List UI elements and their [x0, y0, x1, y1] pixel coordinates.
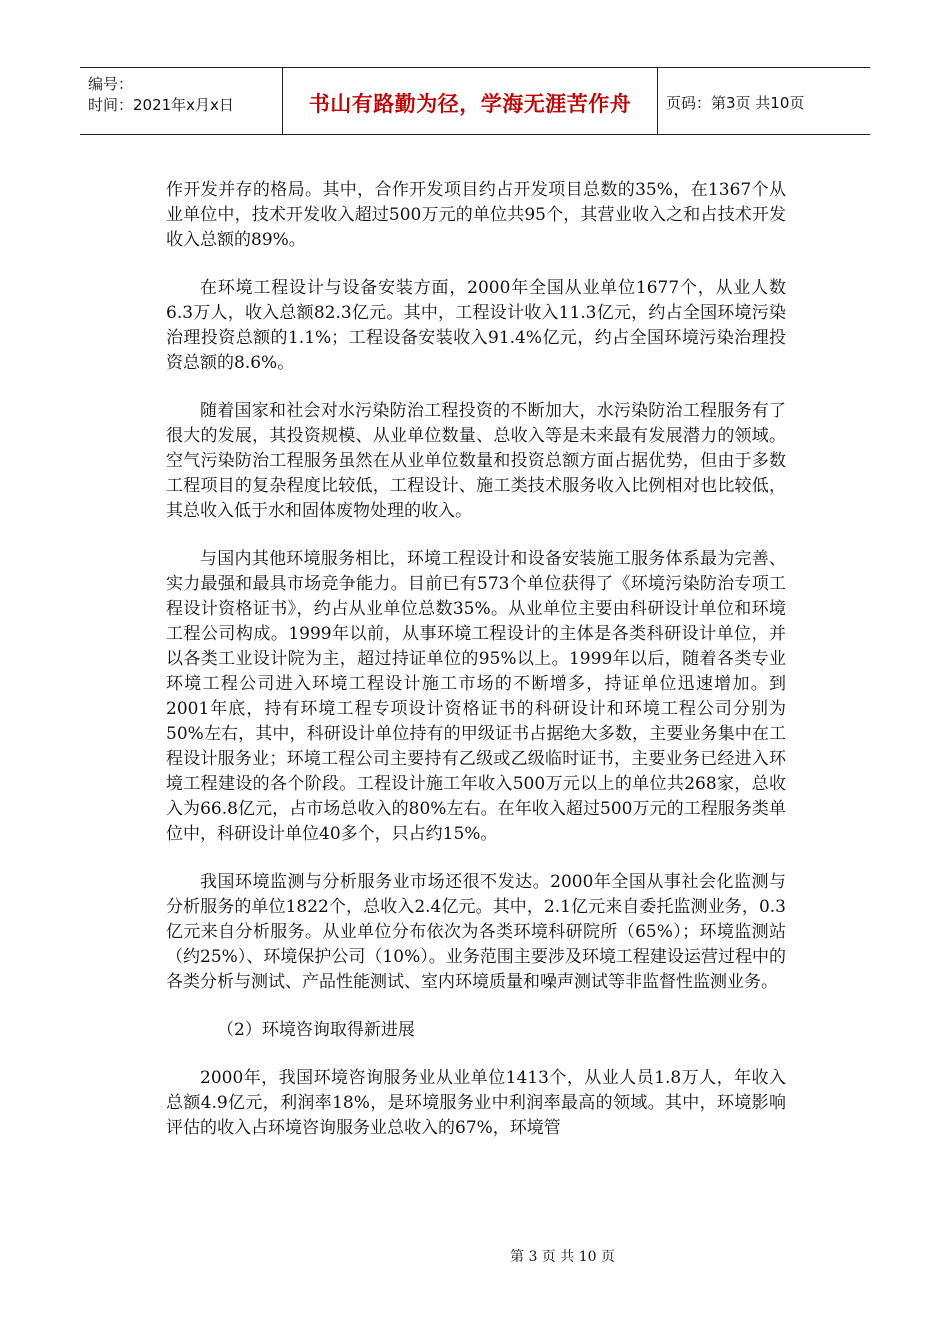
header-table [80, 67, 870, 135]
paragraph: 与国内其他环境服务相比，环境工程设计和设备安装施工服务体系最为完善、实力最强和最具市场竞争能力。目前已有573个单位获得了《环境污染防治专项工程设计资格证书》，约占从业单位总数35%。从业单位主要由科研设计单位和环境工程公司构成。1999年以前，从事环境工程设计的主体是各类科研设计单位，并以各类工业设计院为主，超过持证单位的95%以上。1999年以后，随着各类专业环境工程公司进入环境工程设计施工市场的不断增多，持证单位迅速增加。到2001年底，持有环境工程专项设计资格证书的科研设计和环境工程公司分别为50%左右，其中，科研设计单位持有的甲级证书占据绝大多数，主要业务集中在工程设计服务业；环境工程公司主要持有乙级或乙级临时证书，主要业务已经进入环境工程建设的各个阶段。工程设计施工年收入500万元以上的单位共268家，总收入为66.8亿元，占市场总收入的80%左右。在年收入超过500万元的工程服务类单位中，科研设计单位40多个，只占约15%。 [166, 549, 786, 844]
document-body [166, 178, 786, 1164]
header-meta-cell [80, 68, 283, 134]
paragraph: 我国环境监测与分析服务业市场还很不发达。2000年全国从事社会化监测与分析服务的单位1822个，总收入2.4亿元。其中，2.1亿元来自委托监测业务，0.3亿元来自分析服务。从业单位分布依次为各类环境科研院所（65%）；环境监测站（约25%）、环境保护公司（10%）。业务范围主要涉及环境工程建设运营过程中的各类分析与测试、产品性能测试、室内环境质量和噪声测试等非监督性监测业务。 [166, 872, 786, 992]
paragraph: 随着国家和社会对水污染防治工程投资的不断加大，水污染防治工程服务有了很大的发展，其投资规模、从业单位数量、总收入等是未来最有发展潜力的领域。空气污染防治工程服务虽然在从业单位数量和投资总额方面占据优势，但由于多数工程项目的复杂程度比较低，工程设计、施工类技术服务收入比例相对也比较低，其总收入低于水和固体废物处理的收入。 [166, 401, 786, 521]
section-heading: （2）环境咨询取得新进展 [217, 1020, 415, 1040]
motto: 书山有路勤为径，学海无涯苦作舟 [283, 68, 658, 134]
page-label: 页码：第3页 共10页 [666, 93, 805, 112]
paragraph-continued: 作开发并存的格局。其中，合作开发项目约占开发项目总数的35%，在1367个从业单位中，技术开发收入超过500万元的单位共95个，其营业收入之和占技术开发收入总额的89%。 [166, 180, 786, 250]
paragraph: 在环境工程设计与设备安装方面，2000年全国从业单位1677个，从业人数6.3万人，收入总额82.3亿元。其中，工程设计收入11.3亿元，约占全国环境污染治理投资总额的1.1%；工程设备安装收入91.4%亿元，约占全国环境污染治理投资总额的8.6%。 [166, 278, 786, 373]
paragraph: 2000年，我国环境咨询服务业从业单位1413个，从业人员1.8万人，年收入总额4.9亿元，利润率18%，是环境服务业中利润率最高的领域。其中，环境影响评估的收入占环境咨询服务业总收入的67%，环境管 [166, 1068, 786, 1138]
page-footer: 第 3 页 共 10 页 [510, 1249, 615, 1265]
number-label: 编号： [88, 75, 134, 93]
time-label: 时间：2021年x月x日 [88, 96, 234, 114]
